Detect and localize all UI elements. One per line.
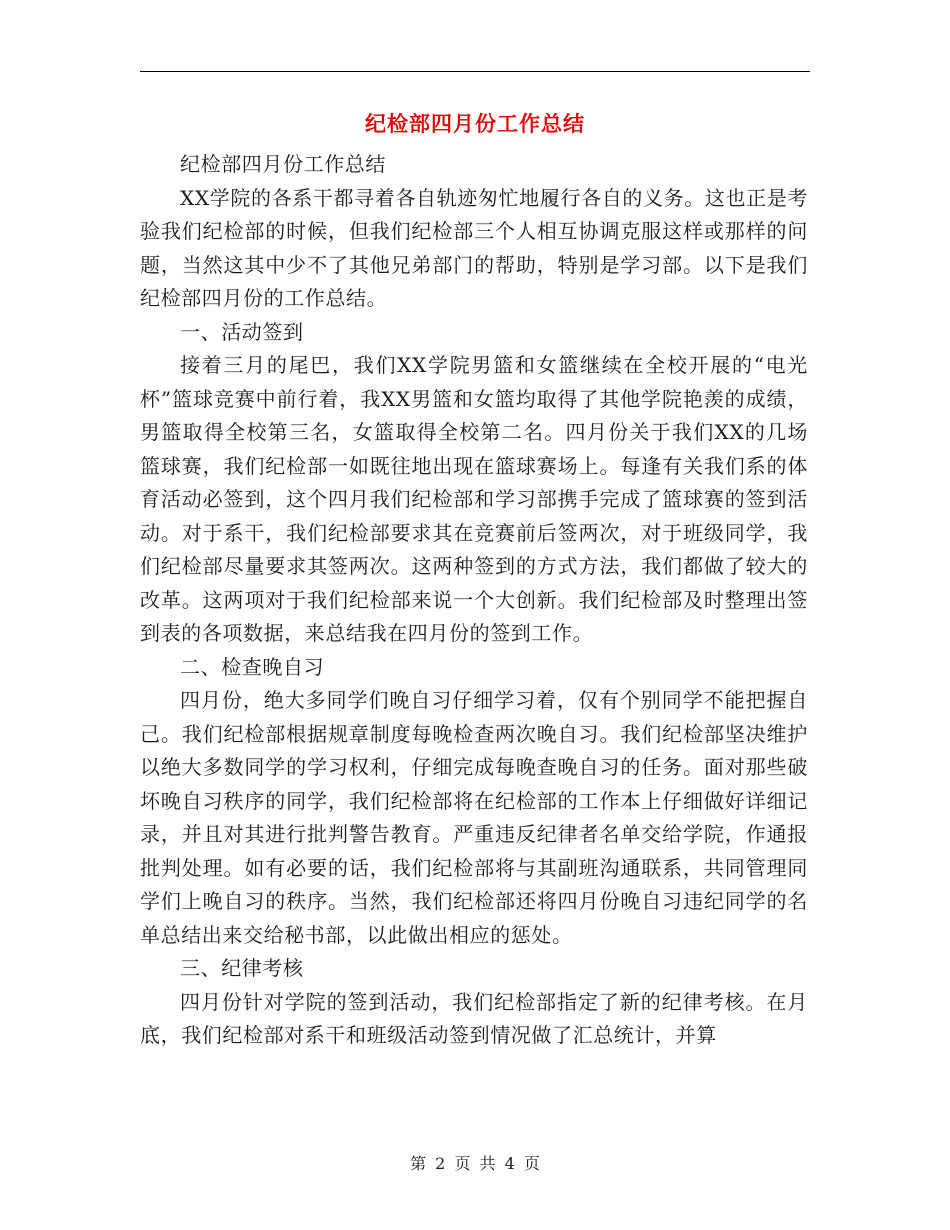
document-body [140, 148, 808, 1053]
section-heading-sign-in: 一、活动签到 [180, 319, 304, 344]
paragraph-sign-in: 接着三月的尾巴，我们XX学院男篮和女篮继续在全校开展的“电光杯”篮球竞赛中前行着，我XX男篮和女篮均取得了其他学院艳羡的成绩，男篮取得全校第三名，女篮取得全校第二名。四月份关于我们XX的几场篮球赛，我们纪检部一如既往地出现在篮球赛场上。每逢有关我们系的体育活动必签到，这个四月我们纪检部和学习部携手完成了篮球赛的签到活动。对于系干，我们纪检部要求其在竞赛前后签两次，对于班级同学，我们纪检部尽量要求其签两次。这两种签到的方式方法，我们都做了较大的改革。这两项对于我们纪检部来说一个大创新。我们纪检部及时整理出签到表的各项数据，来总结我在四月份的签到工作。 [140, 353, 808, 645]
paragraph-evening-study: 四月份，绝大多同学们晚自习仔细学习着，仅有个别同学不能把握自己。我们纪检部根据规章制度每晚检查两次晚自习。我们纪检部坚决维护以绝大多数同学的学习权利，仔细完成每晚查晚自习的任务。面对那些破坏晚自习秩序的同学，我们纪检部将在纪检部的工作本上仔细做好详细记录，并且对其进行批判警告教育。严重违反纪律者名单交给学院，作通报批判处理。如有必要的话，我们纪检部将与其副班沟通联系，共同管理同学们上晚自习的秩序。当然，我们纪检部还将四月份晚自习违纪同学的名单总结出来交给秘书部，以此做出相应的惩处。 [140, 688, 808, 947]
paragraph-discipline: 四月份针对学院的签到活动，我们纪检部指定了新的纪律考核。在月底，我们纪检部对系干和班级活动签到情况做了汇总统计，并算 [140, 989, 808, 1047]
section-heading-evening-study: 二、检查晚自习 [180, 654, 325, 679]
document-title: 纪检部四月份工作总结 [365, 112, 585, 136]
paragraph-subtitle: 纪检部四月份工作总结 [180, 152, 386, 176]
page-number-footer: 第 2 页 共 4 页 [410, 1154, 540, 1173]
header-rule [140, 71, 810, 72]
section-heading-discipline: 三、纪律考核 [180, 956, 304, 980]
paragraph-intro: XX学院的各系干都寻着各自轨迹匆忙地履行各自的义务。这也正是考验我们纪检部的时候，但我们纪检部三个人相互协调克服这样或那样的问题，当然这其中少不了其他兄弟部门的帮助，特别是学习部。以下是我们纪检部四月份的工作总结。 [140, 185, 808, 310]
